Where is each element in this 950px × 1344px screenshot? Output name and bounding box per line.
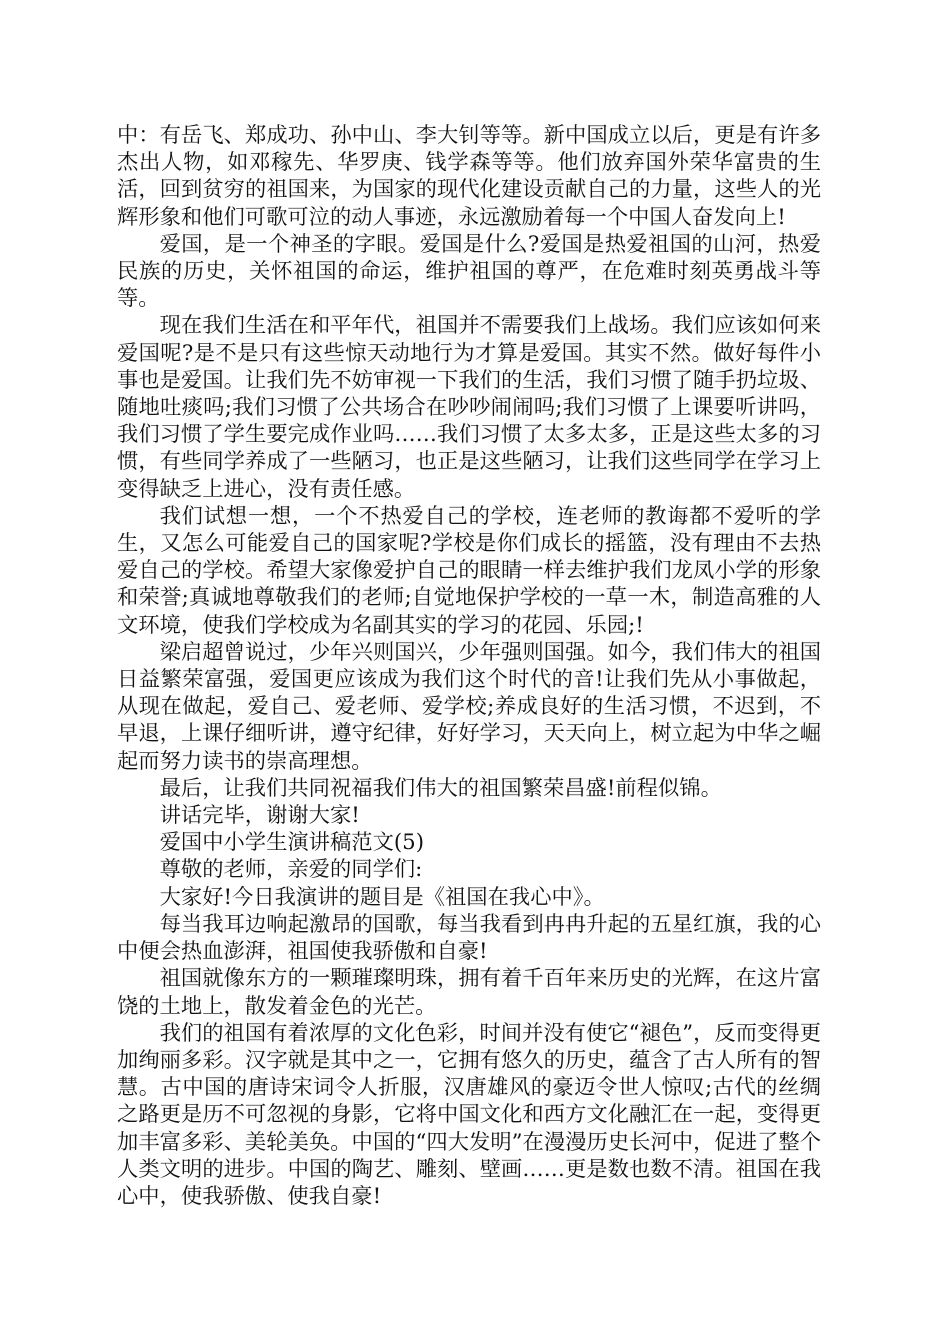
document-page bbox=[117, 122, 821, 1210]
salutation: 尊敬的老师，亲爱的同学们: bbox=[159, 857, 423, 883]
paragraph-10: 大家好!今日我演讲的题目是《祖国在我心中》。 bbox=[159, 884, 605, 910]
paragraph-2: 爱国，是一个神圣的字眼。爱国是什么?爱国是热爱祖国的山河，热爱民族的历史，关怀祖国的命运，维护祖国的尊严，在危难时刻英勇战斗等等。 bbox=[117, 231, 821, 312]
paragraph-5: 梁启超曾说过，少年兴则国兴，少年强则国强。如今，我们伟大的祖国日益繁荣富强，爱国更应该成为我们这个时代的音!让我们先从小事做起，从现在做起，爱自己、爱老师、爱学校;养成良好的生活习惯，不迟到，不早退，上课仔细听讲，遵守纪律，好好学习，天天向上，树立起为中华之崛起而努力读书的崇高理想。 bbox=[117, 639, 821, 774]
paragraph-12: 祖国就像东方的一颗璀璨明珠，拥有着千百年来历史的光辉，在这片富饶的土地上，散发着金色的光芒。 bbox=[117, 966, 821, 1019]
paragraph-11: 每当我耳边响起激昂的国歌，每当我看到冉冉升起的五星红旗，我的心中便会热血澎湃，祖国使我骄傲和自豪! bbox=[117, 911, 821, 965]
paragraph-4: 我们试想一想，一个不热爱自己的学校，连老师的教诲都不爱听的学生，又怎么可能爱自己的国家呢?学校是你们成长的摇篮，没有理由不去热爱自己的学校。希望大家像爱护自己的眼睛一样去维护我们龙凤小学的形象和荣誉;真诚地尊敬我们的老师;自觉地保护学校的一草一木，制造高雅的人文环境，使我们学校成为名副其实的学习的花园、乐园;! bbox=[117, 503, 821, 638]
paragraph-7: 讲话完毕，谢谢大家! bbox=[159, 803, 360, 829]
section-heading: 爱国中小学生演讲稿范文(5) bbox=[159, 830, 425, 856]
paragraph-6: 最后，让我们共同祝福我们伟大的祖国繁荣昌盛!前程似锦。 bbox=[159, 775, 722, 801]
paragraph-1: 中：有岳飞、郑成功、孙中山、李大钊等等。新中国成立以后，更是有许多杰出人物，如邓稼先、华罗庚、钱学森等等。他们放弃国外荣华富贵的生活，回到贫穷的祖国来，为国家的现代化建设贡献自己的力量，这些人的光辉形象和他们可歌可泣的动人事迹，永远激励着每一个中国人奋发向上! bbox=[117, 123, 821, 230]
paragraph-3: 现在我们生活在和平年代，祖国并不需要我们上战场。我们应该如何来爱国呢?是不是只有这些惊天动地行为才算是爱国。其实不然。做好每件小事也是爱国。让我们先不妨审视一下我们的生活，我们习惯了随手扔垃圾、随地吐痰吗;我们习惯了公共场合在吵吵闹闹吗;我们习惯了上课要听讲吗，我们习惯了学生要完成作业吗……我们习惯了太多太多，正是这些太多的习惯，有些同学养成了一些陋习，也正是这些陋习，让我们这些同学在学习上变得缺乏上进心，没有责任感。 bbox=[117, 313, 821, 502]
paragraph-13: 我们的祖国有着浓厚的文化色彩，时间并没有使它“褪色”，反而变得更加绚丽多彩。汉字就是其中之一，它拥有悠久的历史，蕴含了古人所有的智慧。古中国的唐诗宋词令人折服，汉唐雄风的豪迈令世人惊叹;古代的丝绸之路更是历不可忽视的身影，它将中国文化和西方文化融汇在一起，变得更加丰富多彩、美轮美奂。中国的“四大发明”在漫漫历史长河中，促进了整个人类文明的进步。中国的陶艺、雕刻、壁画……更是数也数不清。祖国在我心中，使我骄傲、使我自豪! bbox=[117, 1020, 821, 1209]
